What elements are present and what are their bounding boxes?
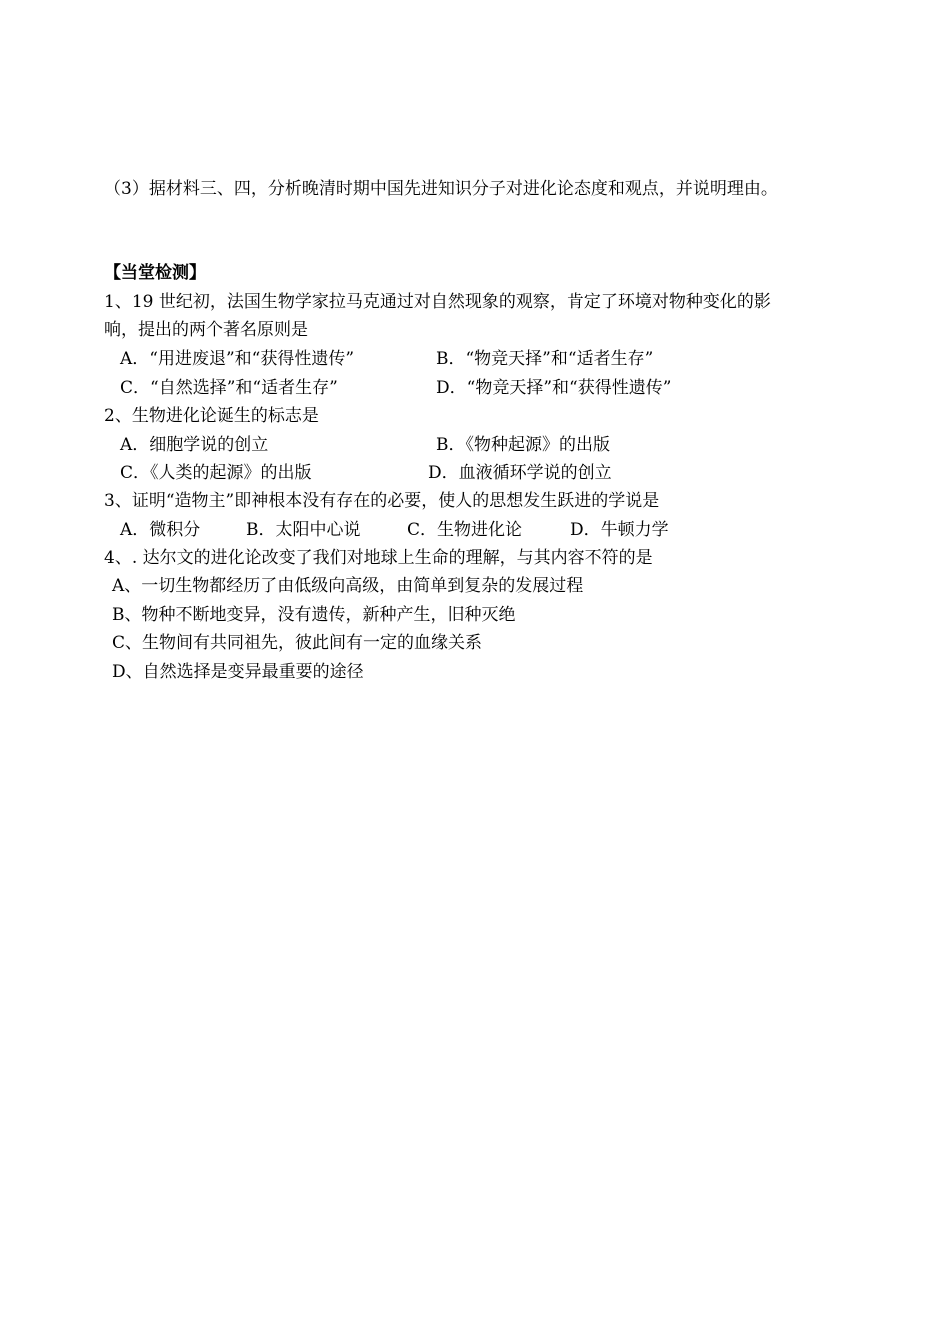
- q1-option-d: D．“物竞天择”和“获得性遗传”: [436, 378, 672, 398]
- q4-option-a: A、一切生物都经历了由低级向高级，由简单到复杂的发展过程: [112, 576, 584, 596]
- q3-option-b: B．太阳中心说: [246, 520, 361, 540]
- q2-option-d: D．血液循环学说的创立: [428, 463, 612, 483]
- q3-stem: 3、证明“造物主”即神根本没有存在的必要，使人的思想发生跃进的学说是: [104, 491, 660, 511]
- q2-option-c: C．《人类的起源》的出版: [120, 463, 312, 483]
- q4-option-c: C、生物间有共同祖先，彼此间有一定的血缘关系: [112, 633, 483, 653]
- q4-stem: 4、. 达尔文的进化论改变了我们对地球上生命的理解，与其内容不符的是: [104, 548, 653, 568]
- q2-stem: 2、生物进化论诞生的标志是: [104, 406, 319, 426]
- question-3-prompt: （3）据材料三、四，分析晚清时期中国先进知识分子对进化论态度和观点，并说明理由。: [104, 179, 778, 199]
- q4-option-b: B、物种不断地变异，没有遗传，新种产生，旧种灭绝: [112, 605, 516, 625]
- q2-option-b: B．《物种起源》的出版: [436, 435, 610, 455]
- q3-option-a: A．微积分: [120, 520, 201, 540]
- q1-stem-line1: 1、19 世纪初，法国生物学家拉马克通过对自然现象的观察，肯定了环境对物种变化的影: [104, 292, 771, 312]
- q4-option-d: D、自然选择是变异最重要的途径: [112, 662, 364, 682]
- q1-stem-line2: 响，提出的两个著名原则是: [104, 320, 308, 340]
- q1-option-b: B．“物竞天择”和“适者生存”: [436, 349, 654, 369]
- q1-option-a: A．“用进废退”和“获得性遗传”: [120, 349, 355, 369]
- section-title: 【当堂检测】: [104, 263, 206, 283]
- q2-option-a: A．细胞学说的创立: [120, 435, 269, 455]
- q1-option-c: C．“自然选择”和“适者生存”: [120, 378, 338, 398]
- q3-option-d: D．牛顿力学: [570, 520, 669, 540]
- q3-option-c: C．生物进化论: [407, 520, 523, 540]
